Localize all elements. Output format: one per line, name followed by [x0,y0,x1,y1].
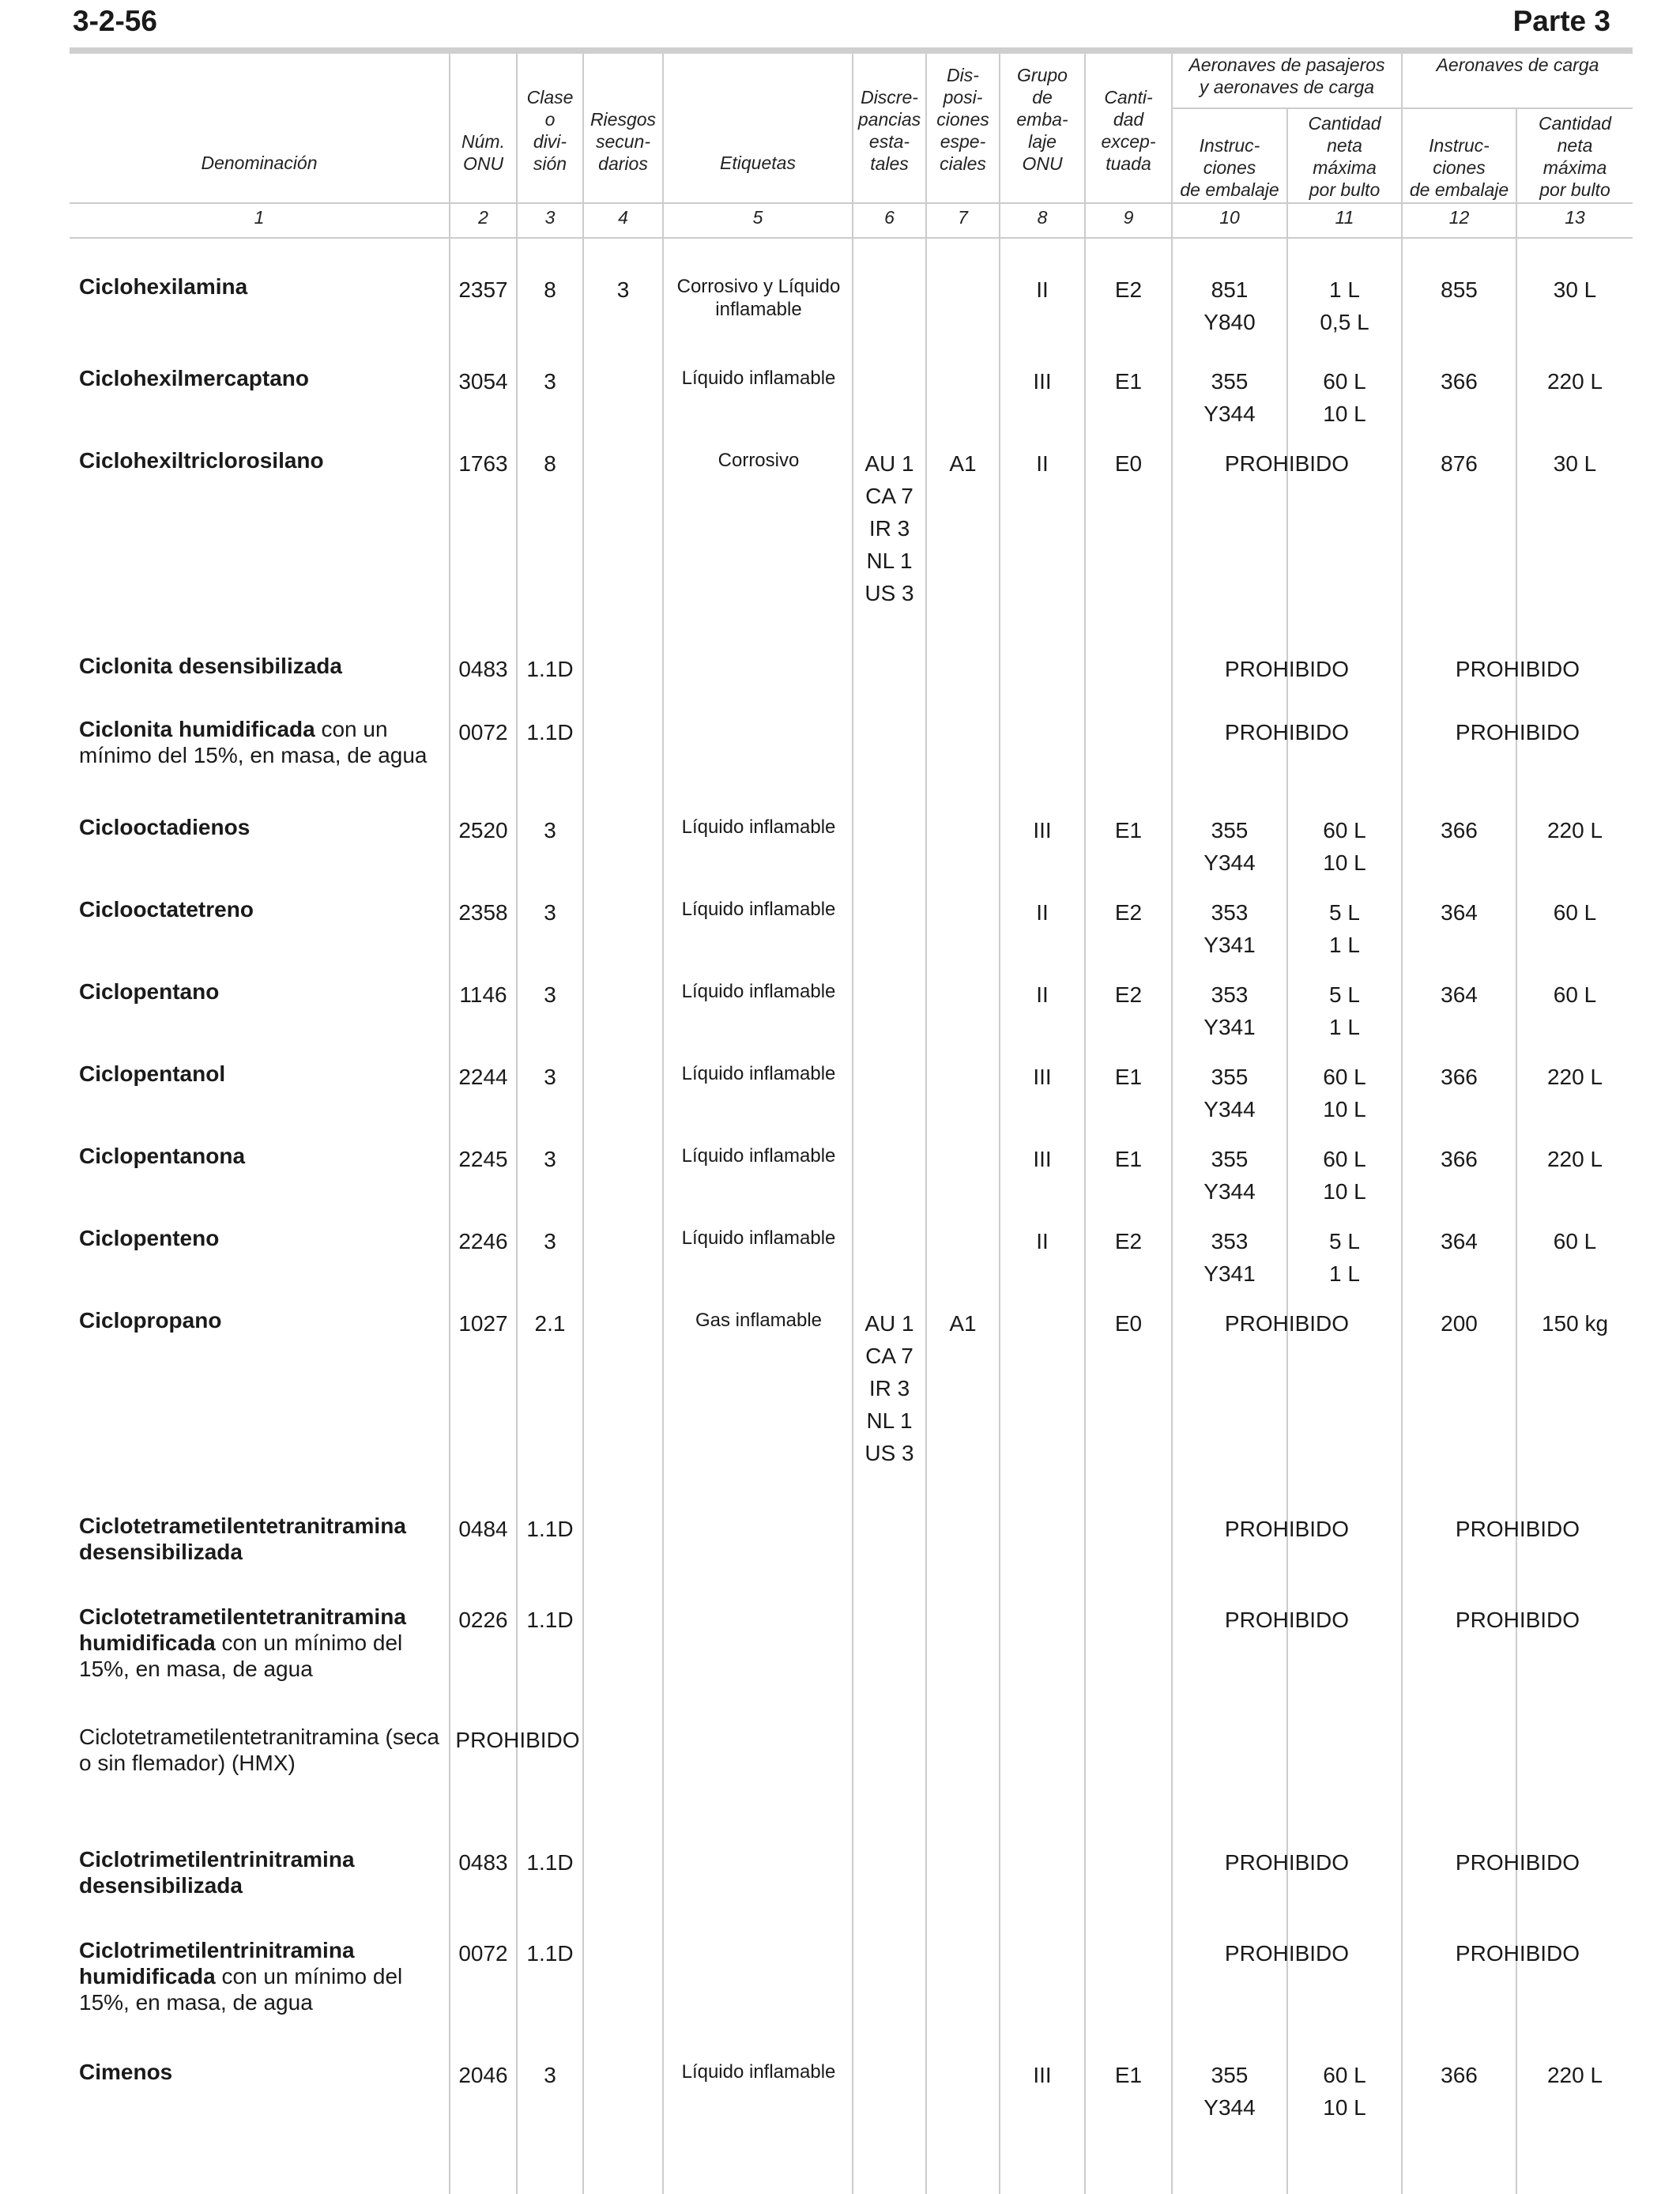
substance-name [79,1225,443,1251]
header-cantidad-exceptuada: Canti- dad excep- tuada [1101,87,1156,174]
state-variation: IR 3 [868,516,910,541]
un-number: 0072 [458,720,508,745]
pax-packing-instruction: Y344 [1203,1179,1256,1204]
un-number: 1027 [458,1311,508,1336]
substance-name [79,1604,443,1682]
substance-name-bold: Ciclopentanona [79,1144,246,1168]
substance-name [79,896,443,922]
header-cantidad-pax: Cantidad neta máxima por bulto [1308,113,1381,200]
substance-name [79,273,443,300]
header-subrule [1171,107,1633,109]
cargo-max-quantity: 60 L [1553,900,1597,925]
packing-group: II [1036,982,1049,1007]
header-discrepancias: Discre- pancias esta- tales [857,87,921,174]
pax-max-quantity: 5 L [1329,1229,1360,1253]
hazard-label: Líquido inflamable [681,981,836,1002]
state-variation: NL 1 [866,548,913,573]
column-number: 6 [884,207,895,228]
substance-name-bold: Ciclooctatetreno [79,897,254,922]
cargo-packing-instruction: 200 [1441,1311,1478,1336]
un-number: 0483 [458,657,508,681]
class-division: 3 [544,818,556,843]
cargo-packing-instruction: 366 [1441,1147,1478,1171]
pax-packing-instruction: 355 [1211,369,1249,394]
header-instrucciones-pax: Instruc- ciones de embalaje [1180,135,1279,200]
un-number: 1146 [459,982,507,1007]
excepted-quantity: E1 [1114,818,1143,843]
part-title: Parte 3 [1512,5,1610,37]
excepted-quantity: E2 [1114,277,1143,302]
column-number: 13 [1565,207,1585,228]
excepted-quantity: E1 [1114,1065,1143,1089]
header-riesgos: Riesgos secun- darios [590,109,657,174]
pax-packing-instruction: Y341 [1203,1261,1256,1286]
special-provisions: A1 [949,451,977,476]
pax-packing-instruction: 355 [1211,818,1249,843]
pax-max-quantity: 1 L [1329,1261,1360,1286]
pax-max-quantity: 1 L [1329,933,1360,957]
pax-forbidden: PROHIBIDO [1224,1311,1350,1336]
substance-name-bold: Ciclohexilmercaptano [79,366,309,390]
pax-max-quantity: 10 L [1323,1179,1366,1204]
pax-forbidden: PROHIBIDO [1224,1850,1350,1875]
column-number: 9 [1123,207,1134,228]
substance-name [79,1846,443,1898]
pax-max-quantity: 5 L [1329,900,1360,925]
state-variation: US 3 [864,1441,914,1465]
header-rule-bottom [70,202,1633,204]
class-division: 1.1D [526,1517,574,1541]
substance-name-detail: Ciclotetrametilentetranitramina (seca o sin flemador) (HMX) [79,1725,439,1775]
cargo-packing-instruction: 366 [1441,818,1478,843]
pax-packing-instruction: Y344 [1203,850,1256,875]
cargo-max-quantity: 60 L [1553,982,1597,1007]
packing-group: III [1033,818,1052,843]
state-variation: NL 1 [866,1408,913,1433]
header-grupo: Grupo de emba- laje ONU [1016,65,1068,174]
substance-name [79,653,443,679]
column-number: 5 [752,207,763,228]
substance-name [79,814,443,840]
hazard-label: Líquido inflamable [681,2061,836,2083]
column-number: 11 [1335,207,1354,228]
pax-max-quantity: 1 L [1329,277,1360,302]
class-division: 3 [544,1229,556,1253]
class-division: 1.1D [526,720,574,745]
pax-forbidden: PROHIBIDO [1224,657,1350,681]
pax-max-quantity: 10 L [1323,850,1366,875]
class-division: 8 [544,277,556,302]
substance-name-bold: Ciclotetrametilentetranitramina desensibilizada [79,1514,406,1564]
pax-packing-instruction: 355 [1211,2063,1249,2087]
pax-max-quantity: 10 L [1323,401,1366,426]
un-number: 2358 [458,900,508,925]
forbidden-notice: PROHIBIDO [455,1728,580,1752]
state-variation: AU 1 [864,451,914,476]
pax-packing-instruction: Y344 [1203,1097,1256,1122]
packing-group: III [1033,1147,1052,1171]
un-number: 3054 [458,369,508,394]
state-variation: AU 1 [864,1311,914,1336]
packing-group: II [1036,1229,1049,1253]
class-division: 3 [544,1147,556,1171]
substance-name [79,1724,443,1776]
pax-packing-instruction: Y341 [1203,1015,1256,1039]
excepted-quantity: E1 [1114,2063,1143,2087]
column-number: 12 [1448,207,1470,228]
hazard-label: Corrosivo [718,450,800,471]
excepted-quantity: E1 [1114,369,1143,394]
cargo-max-quantity: 220 L [1546,1065,1603,1089]
pax-packing-instruction: 355 [1211,1147,1249,1171]
cargo-packing-instruction: 366 [1441,369,1478,394]
un-number: 2357 [458,277,508,302]
excepted-quantity: E2 [1114,982,1143,1007]
state-variation: CA 7 [865,1344,913,1368]
header-num-onu: Núm. ONU [461,131,505,174]
substance-name-bold: Ciclotrimetilentrinitramina humidificada [79,1938,355,1989]
cargo-forbidden: PROHIBIDO [1455,1941,1580,1966]
excepted-quantity: E2 [1114,900,1143,925]
substance-name-detail: con un mínimo del 15%, en masa, de agua [79,1630,403,1681]
substance-name [79,1513,443,1565]
substance-name-bold: Ciclotrimetilentrinitramina desensibilizada [79,1847,355,1898]
substance-name [79,1307,443,1333]
secondary-risk: 3 [616,277,630,302]
column-number: 8 [1037,207,1048,228]
substance-name [79,1061,443,1087]
cargo-max-quantity: 220 L [1546,1147,1603,1171]
class-division: 1.1D [526,657,574,681]
cargo-max-quantity: 220 L [1546,2063,1603,2087]
class-division: 2.1 [534,1311,566,1336]
substance-name-bold: Ciclohexilamina [79,274,248,299]
pax-packing-instruction: 353 [1211,1229,1249,1253]
substance-name-detail: con un mínimo del 15%, en masa, de agua [79,1964,403,2015]
special-provisions: A1 [949,1311,977,1336]
column-number: 10 [1219,207,1240,228]
cargo-max-quantity: 30 L [1553,451,1597,476]
header-cantidad-cargo: Cantidad neta máxima por bulto [1538,113,1612,200]
substance-name-bold: Ciclooctadienos [79,815,250,839]
class-division: 3 [544,900,556,925]
substance-name-bold: Cimenos [79,2060,173,2084]
substance-name-bold: Ciclonita humidificada [79,717,315,741]
class-division: 1.1D [526,1941,574,1966]
class-division: 1.1D [526,1608,574,1632]
pax-packing-instruction: Y840 [1203,310,1256,334]
col-divider [582,54,584,2194]
header-denominacion: Denominación [201,153,318,173]
pax-packing-instruction: 353 [1211,900,1249,925]
pax-max-quantity: 10 L [1323,2095,1366,2120]
cargo-forbidden: PROHIBIDO [1455,1850,1580,1875]
hazard-label: Líquido inflamable [681,816,836,838]
class-division: 3 [544,1065,556,1089]
substance-name [79,1143,443,1169]
hazard-label: Gas inflamable [695,1310,823,1331]
class-division: 3 [544,982,556,1007]
pax-forbidden: PROHIBIDO [1224,1517,1350,1541]
class-division: 3 [544,2063,556,2087]
page-number: 3-2-56 [73,5,157,37]
header-instrucciones-cargo: Instruc- ciones de embalaje [1409,135,1509,200]
header-disposiciones: Dis- posi- ciones espe- ciales [936,65,989,174]
cargo-packing-instruction: 876 [1441,451,1478,476]
cargo-packing-instruction: 366 [1441,2063,1478,2087]
state-variation: CA 7 [865,484,913,508]
state-variation: US 3 [864,581,914,605]
un-number: 2245 [458,1147,508,1171]
substance-name-bold: Ciclonita desensibilizada [79,654,342,678]
packing-group: II [1036,277,1049,302]
substance-name [79,716,443,768]
un-number: 0483 [458,1850,508,1875]
pax-packing-instruction: Y344 [1203,2095,1256,2120]
cargo-max-quantity: 30 L [1553,277,1597,302]
colnum-rule [70,237,1633,239]
hazard-label: Corrosivo y Líquido inflamable [676,276,841,320]
pax-max-quantity: 0,5 L [1320,310,1369,334]
substance-name [79,365,443,391]
packing-group: II [1036,900,1049,925]
excepted-quantity: E1 [1114,1147,1143,1171]
cargo-packing-instruction: 364 [1441,900,1478,925]
substance-name [79,978,443,1005]
hazard-label: Líquido inflamable [681,368,836,389]
header-pasajeros: Aeronaves de pasajeros y aeronaves de carga [1188,55,1385,97]
substance-name-bold: Ciclopenteno [79,1226,220,1250]
cargo-max-quantity: 60 L [1553,1229,1597,1253]
state-variation: IR 3 [868,1376,910,1400]
substance-name-bold: Ciclohexiltriclorosilano [79,448,324,473]
pax-packing-instruction: 353 [1211,982,1249,1007]
substance-name [79,1937,443,2015]
cargo-packing-instruction: 855 [1441,277,1478,302]
excepted-quantity: E2 [1114,1229,1143,1253]
cargo-max-quantity: 150 kg [1541,1311,1609,1336]
packing-group: III [1033,1065,1052,1089]
column-number: 1 [254,207,265,228]
pax-forbidden: PROHIBIDO [1224,451,1350,476]
un-number: 0484 [458,1517,508,1541]
pax-max-quantity: 60 L [1323,369,1366,394]
pax-packing-instruction: 355 [1211,1065,1249,1089]
hazard-label: Líquido inflamable [681,899,836,920]
packing-group: III [1033,369,1052,394]
column-number: 2 [478,207,488,228]
pax-max-quantity: 5 L [1329,982,1360,1007]
pax-max-quantity: 60 L [1323,818,1366,843]
pax-max-quantity: 60 L [1323,2063,1366,2087]
pax-forbidden: PROHIBIDO [1224,1608,1350,1632]
column-number: 7 [958,207,968,228]
un-number: 0072 [458,1941,508,1966]
pax-max-quantity: 60 L [1323,1147,1366,1171]
pax-packing-instruction: Y341 [1203,933,1256,957]
header-clase: Clase o divi- sión [526,87,574,174]
cargo-packing-instruction: 366 [1441,1065,1478,1089]
hazard-label: Líquido inflamable [681,1063,836,1084]
cargo-forbidden: PROHIBIDO [1455,720,1580,745]
pax-max-quantity: 60 L [1323,1065,1366,1089]
substance-name-bold: Ciclopentanol [79,1061,226,1086]
cargo-max-quantity: 220 L [1546,369,1603,394]
hazard-label: Líquido inflamable [681,1227,836,1249]
pax-packing-instruction: 851 [1211,277,1249,302]
substance-name-bold: Ciclopropano [79,1308,222,1333]
class-division: 1.1D [526,1850,574,1875]
pax-max-quantity: 10 L [1323,1097,1366,1122]
un-number: 2520 [458,818,508,843]
substance-name-bold: Ciclopentano [79,979,220,1004]
pax-max-quantity: 1 L [1329,1015,1360,1039]
un-number: 0226 [458,1608,508,1632]
class-division: 3 [544,369,556,394]
column-number: 3 [544,207,556,228]
cargo-forbidden: PROHIBIDO [1455,657,1580,681]
pax-forbidden: PROHIBIDO [1224,1941,1350,1966]
un-number: 1763 [458,451,508,476]
packing-group: II [1036,451,1049,476]
pax-forbidden: PROHIBIDO [1224,720,1350,745]
packing-group: III [1033,2063,1052,2087]
header-etiquetas: Etiquetas [720,153,796,173]
pax-packing-instruction: Y344 [1203,401,1256,426]
header-carga: Aeronaves de carga [1436,55,1599,75]
cargo-packing-instruction: 364 [1441,1229,1478,1253]
un-number: 2046 [458,2063,508,2087]
un-number: 2246 [458,1229,508,1253]
un-number: 2244 [458,1065,508,1089]
column-number: 4 [618,207,628,228]
hazard-label: Líquido inflamable [681,1145,836,1167]
cargo-forbidden: PROHIBIDO [1455,1517,1580,1541]
class-division: 8 [544,451,556,476]
excepted-quantity: E0 [1114,451,1143,476]
substance-name-bold: Ciclotetrametilentetranitramina humidificada [79,1604,406,1655]
header-rule [70,47,1633,54]
substance-name [79,447,443,473]
excepted-quantity: E0 [1114,1311,1143,1336]
substance-name [79,2059,443,2085]
col-divider [925,54,927,2194]
substance-name-detail: con un mínimo del 15%, en masa, de agua [79,717,428,767]
cargo-forbidden: PROHIBIDO [1455,1608,1580,1632]
cargo-packing-instruction: 364 [1441,982,1478,1007]
cargo-max-quantity: 220 L [1546,818,1603,843]
